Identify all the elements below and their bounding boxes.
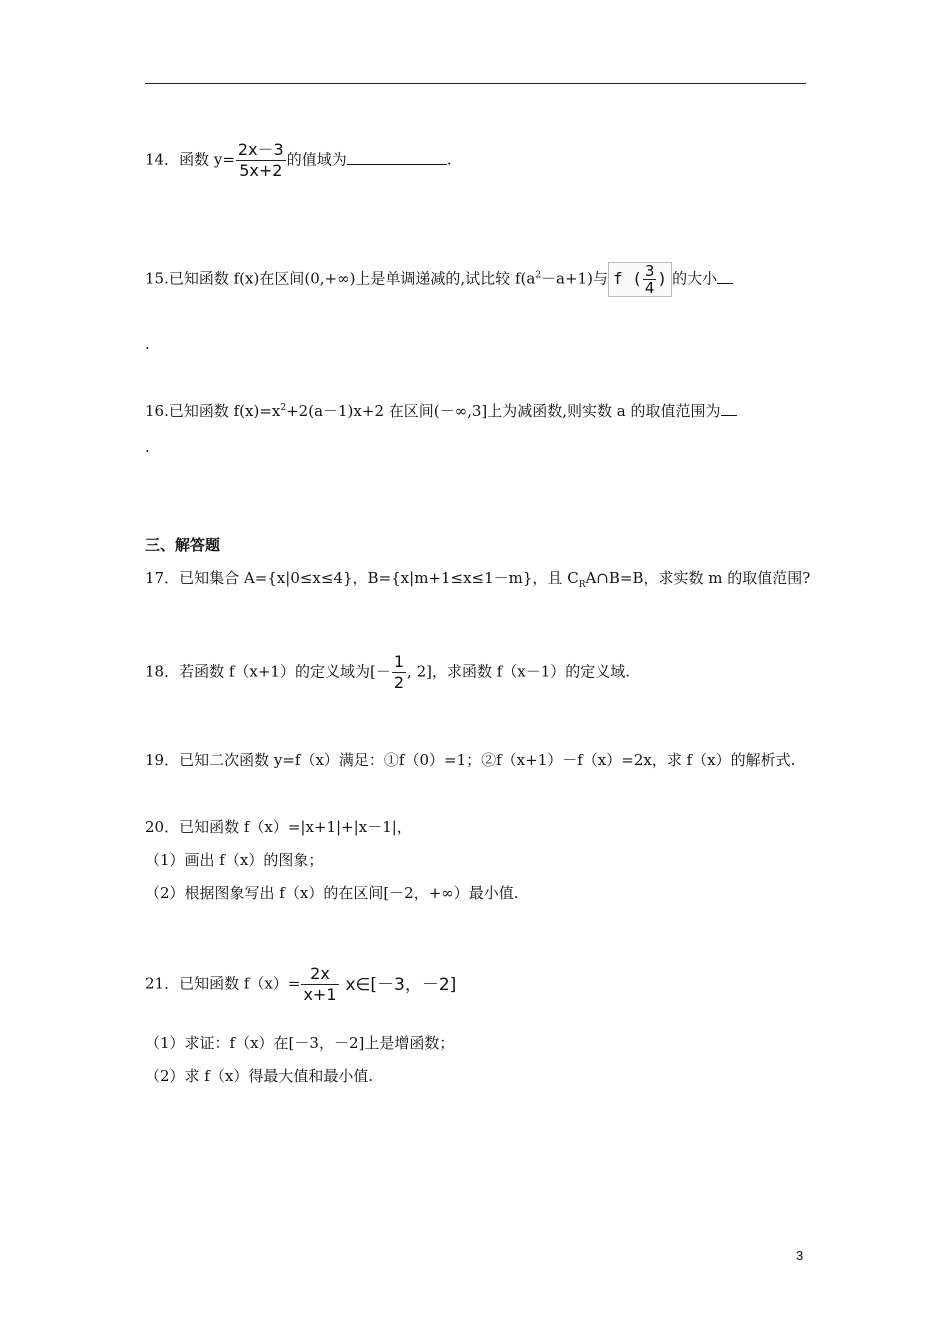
q14-numerator: 2x－3 [237,140,284,159]
q16-answer-blank [721,401,737,416]
q15-f-three-quarters-image: f ( $\frac{3}{4}$ ) [608,262,672,297]
q17-sub: R [578,580,586,590]
q16-text: 16.已知函数 f(x)=x [145,402,281,420]
q18-fraction: $\frac{1}{2}$ [393,652,405,692]
q14-fraction [236,140,286,181]
q15-text: 15.已知函数 f(x)在区间(0,+∞)上是单调递减的,试比较 f(a [145,269,536,288]
q14-end: . [446,150,452,169]
q18-text2: , 2]，求函数 f（x－1）的定义域. [407,662,631,681]
q14-denominator: 5x+2 [239,161,283,180]
question-15 [145,262,733,297]
q15-sup: 2 [535,270,542,281]
q21-fraction: $\frac{2x}{x+1}$ [303,964,337,1004]
q18-text: 18．若函数 f（x+1）的定义域为[－ [145,662,391,681]
q16-text2: +2(a－1)x+2 在区间(－∞,3]上为减函数,则实数 a 的取值范围为 [286,402,721,420]
question-20: 20．已知函数 f（x）=|x+1|+|x－1|， [145,818,412,836]
page-number: 3 [796,1248,804,1263]
q20-part-1: （1）画出 f（x）的图象； [145,851,324,869]
q16-sup: 2 [280,403,287,413]
question-14 [145,140,452,181]
q14-answer-blank [347,150,447,165]
q14-suffix: 的值域为 [286,150,347,169]
q17-text: 17．已知集合 A={x|0≤x≤4}，B={x|m+1≤x≤1－m}，且 C [145,569,579,587]
q21-text: 21．已知函数 f（x）= [145,974,301,993]
q21-part-1: （1）求证：f（x）在[－3，－2]上是增函数； [145,1034,455,1052]
q21-part-2: （2）求 f（x）得最大值和最小值. [145,1067,374,1085]
q14-prefix: 14．函数 y= [145,150,235,169]
q15-end-line: . [145,335,150,353]
q15-suffix: 的大小 [672,269,718,288]
section-heading: 三、解答题 [145,536,221,554]
q21-domain-image: x∈[－3，－2] [345,974,457,995]
q16-end-line: . [145,438,150,456]
question-17 [145,568,810,595]
header-rule [145,83,806,84]
q15-answer-blank [717,269,733,284]
q15-text2: －a+1)与 [541,269,608,288]
q17-text2: A∩B=B，求实数 m 的取值范围? [585,569,811,587]
question-19: 19．已知二次函数 y=f（x）满足：①f（0）=1；②f（x+1）－f（x）=2x，求 f（x）的解析式. [145,751,796,769]
q20-part-2: （2）根据图象写出 f（x）的在区间[－2，+∞）最小值. [145,884,519,902]
question-16 [145,398,737,421]
question-18 [145,652,630,693]
question-21 [145,964,456,1005]
